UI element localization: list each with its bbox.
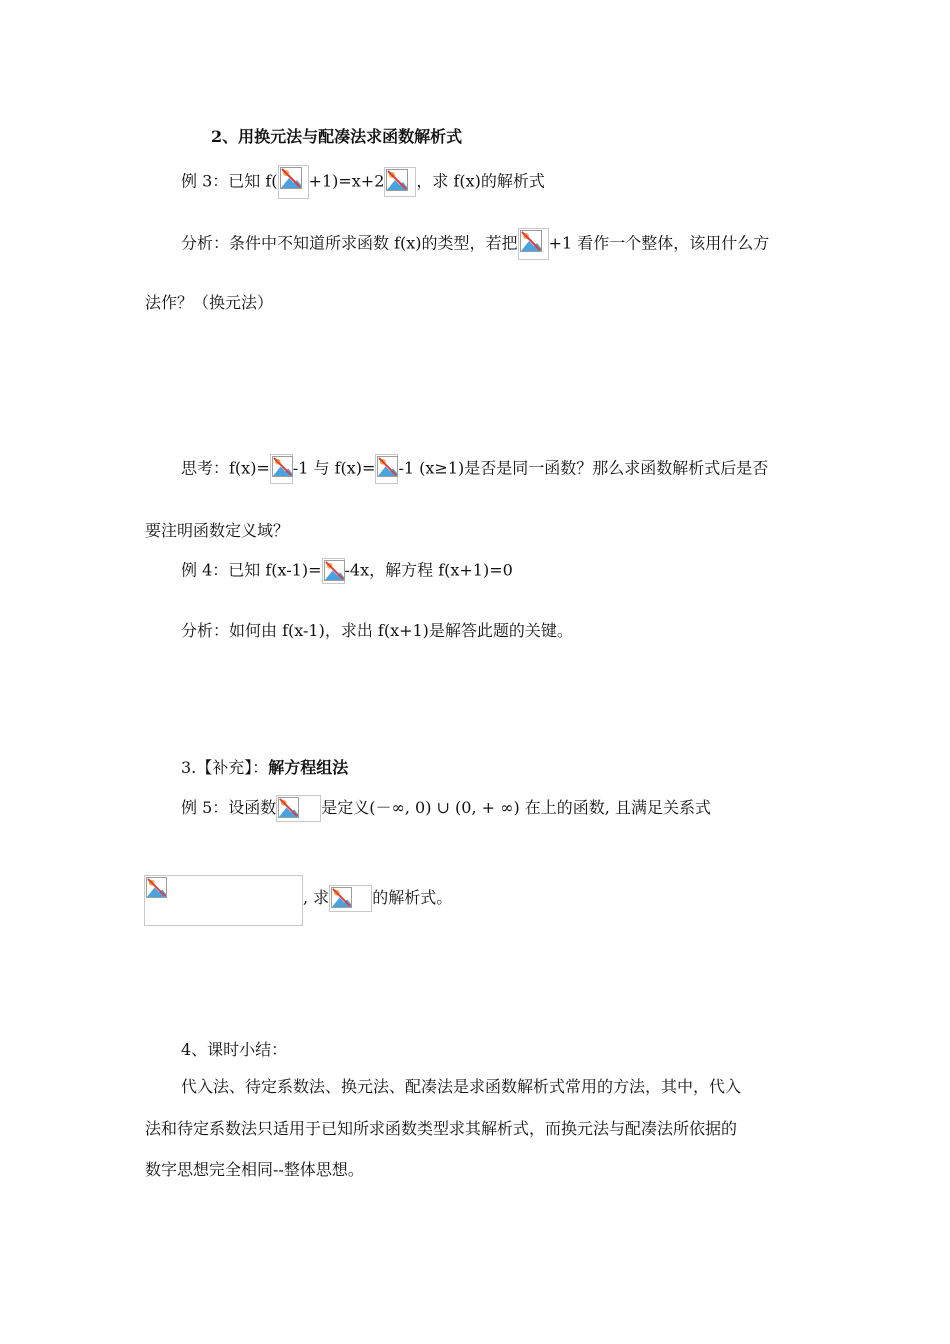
broken-image-icon bbox=[377, 456, 398, 477]
example-3 bbox=[181, 165, 545, 199]
section-3-heading bbox=[181, 757, 348, 779]
analysis-3-text-1: 分析：条件中不知道所求函数 f(x)的类型，若把 bbox=[181, 233, 518, 253]
example-4-text-2: -4x，解方程 f(x+1)=0 bbox=[344, 560, 513, 580]
example-4-text-1: 例 4：已知 f(x-1)= bbox=[181, 560, 322, 580]
analysis-3-continuation: 法作？（换元法） bbox=[145, 293, 274, 312]
section-2-heading: 2、用换元法与配凑法求函数解析式 bbox=[211, 127, 463, 146]
example-5-cont-text-2: 的解析式。 bbox=[372, 888, 453, 907]
broken-image-icon bbox=[331, 887, 352, 908]
example-5 bbox=[181, 795, 711, 822]
broken-image-icon bbox=[280, 167, 302, 189]
example-5-text-1: 例 5：设函数 bbox=[181, 798, 277, 817]
think-question bbox=[181, 454, 768, 484]
summary-line-2: 法和待定系数法只适用于已知所求函数类型求其解析式，而换元法与配凑法所依据的 bbox=[145, 1119, 738, 1138]
section-3-title: 解方程组法 bbox=[268, 758, 349, 777]
example-5-continuation bbox=[144, 875, 452, 926]
example-5-cont-text-1: , 求 bbox=[303, 888, 330, 907]
formula-image-placeholder bbox=[270, 454, 293, 484]
formula-image-placeholder bbox=[278, 165, 309, 199]
think-continuation: 要注明函数定义域？ bbox=[145, 521, 290, 540]
formula-image-placeholder bbox=[144, 875, 303, 926]
section-3-bracket: 【补充】： bbox=[196, 758, 269, 777]
analysis-3 bbox=[181, 228, 769, 260]
analysis-3-text-2: +1 看作一个整体，该用什么方 bbox=[548, 233, 770, 253]
example-3-text-1: 例 3：已知 f( bbox=[181, 171, 278, 191]
think-text-1: 思考：f(x)= bbox=[181, 458, 270, 478]
broken-image-icon bbox=[324, 560, 345, 581]
summary-line-3: 数字思想完全相同--整体思想。 bbox=[145, 1160, 364, 1179]
broken-image-icon bbox=[386, 169, 408, 191]
section-3-number: 3. bbox=[181, 758, 197, 777]
section-4-heading: 4、课时小结： bbox=[181, 1040, 288, 1059]
broken-image-icon bbox=[146, 877, 167, 898]
example-3-text-3: ，求 f(x)的解析式 bbox=[416, 171, 545, 191]
formula-image-placeholder bbox=[518, 228, 549, 260]
formula-image-placeholder bbox=[375, 454, 398, 484]
formula-image-placeholder bbox=[384, 167, 416, 197]
broken-image-icon bbox=[278, 797, 299, 818]
formula-image-placeholder bbox=[276, 795, 321, 822]
broken-image-icon bbox=[272, 456, 293, 477]
example-4 bbox=[181, 558, 513, 584]
think-text-2: -1 与 f(x)= bbox=[292, 458, 376, 478]
formula-image-placeholder bbox=[322, 558, 345, 584]
summary-line-1: 代入法、待定系数法、换元法、配凑法是求函数解析式常用的方法，其中，代入 bbox=[181, 1077, 742, 1096]
analysis-4: 分析：如何由 f(x-1)，求出 f(x+1)是解答此题的关键。 bbox=[181, 621, 573, 640]
example-3-text-2: +1)=x+2 bbox=[308, 171, 385, 191]
formula-image-placeholder bbox=[329, 885, 372, 912]
broken-image-icon bbox=[520, 230, 542, 252]
example-5-text-2: 是定义(－∞, 0) ∪ (0, + ∞) 在上的函数, 且满足关系式 bbox=[321, 798, 711, 817]
think-text-3: -1 (x≥1)是否是同一函数？那么求函数解析式后是否 bbox=[398, 458, 769, 478]
